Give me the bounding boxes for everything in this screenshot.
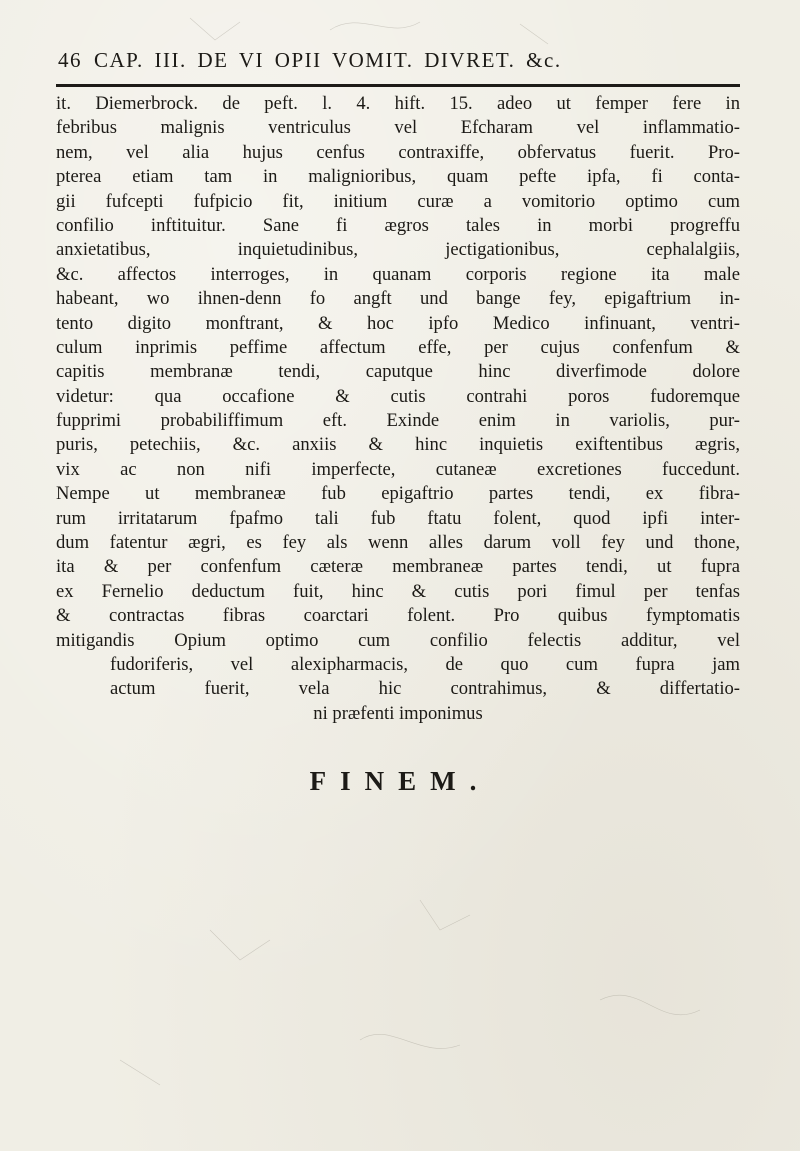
text-line: &c. affectos interroges, in quanam corporis regione ita male [56, 263, 740, 285]
text-line: vix ac non nifi imperfecte, cutaneæ excretiones fuccedunt. [56, 458, 740, 480]
text-line: tento digito monftrant, & hoc ipfo Medico infinuant, ventri- [56, 312, 740, 334]
text-line: anxietatibus, inquietudinibus, jectigationibus, cephalalgiis, [56, 239, 740, 261]
text-line: fudoriferis, vel alexipharmacis, de quo cum fupra jam [110, 653, 740, 675]
text-line: nem, vel alia hujus cenfus contraxiffe, obfervatus fuerit. Pro- [56, 141, 740, 163]
text-line: culum inprimis peffime affectum effe, per cujus confenfum & [56, 336, 740, 358]
running-head [58, 46, 758, 82]
finem-closing: FINEM. [309, 766, 491, 796]
text-line: puris, petechiis, &c. anxiis & hinc inquietis exiftentibus ægris, [56, 434, 740, 456]
text-line: gii fufcepti fufpicio fit, initium curæ a vomitorio optimo cum [56, 190, 740, 212]
text-line: pterea etiam tam in malignioribus, quam pefte ipfa, fi conta- [56, 166, 740, 188]
text-line: it. Diemerbrock. de peft. l. 4. hift. 15. adeo ut femper fere in [56, 93, 740, 114]
page-number: 46 [58, 48, 82, 72]
text-line: dum fatentur ægri, es fey als wenn alles darum voll fey und thone, [56, 532, 740, 554]
body-text [56, 92, 740, 726]
text-line: rum irritatarum fpafmo tali fub ftatu folent, quod ipfi inter- [56, 507, 740, 529]
text-line: confilio inftituitur. Sane fi ægros tales in morbi progreffu [56, 214, 740, 236]
text-line: videtur: qua occafione & cutis contrahi poros fudoremque [56, 385, 740, 407]
text-line: actum fuerit, vela hic contrahimus, & differtatio- [110, 678, 740, 700]
text-line: febribus malignis ventriculus vel Efcharam vel inflammatio- [56, 117, 740, 139]
chapter-title: CAP. III. DE VI OPII VOMIT. DIVRET. &c. [94, 48, 562, 72]
text-line: fupprimi probabiliffimum eft. Exinde enim in variolis, pur- [56, 410, 740, 432]
text-line: ex Fernelio deductum fuit, hinc & cutis pori fimul per tenfas [56, 580, 740, 602]
text-line: Nempe ut membraneæ fub epigaftrio partes tendi, ex fibra- [56, 483, 740, 505]
text-line: habeant, wo ihnen-denn fo angft und bange fey, epigaftrium in- [56, 288, 740, 310]
text-line: capitis membranæ tendi, caputque hinc diverfimode dolore [56, 361, 740, 383]
text-line: mitigandis Opium optimo cum confilio felectis additur, vel [56, 629, 740, 651]
header-rule [56, 84, 740, 87]
text-line: & contractas fibras coarctari folent. Pro quibus fymptomatis [56, 605, 740, 627]
text-line: ita & per confenfum cæteræ membraneæ partes tendi, ut fupra [56, 556, 740, 578]
text-line-final: ni præfenti imponimus [313, 702, 483, 724]
